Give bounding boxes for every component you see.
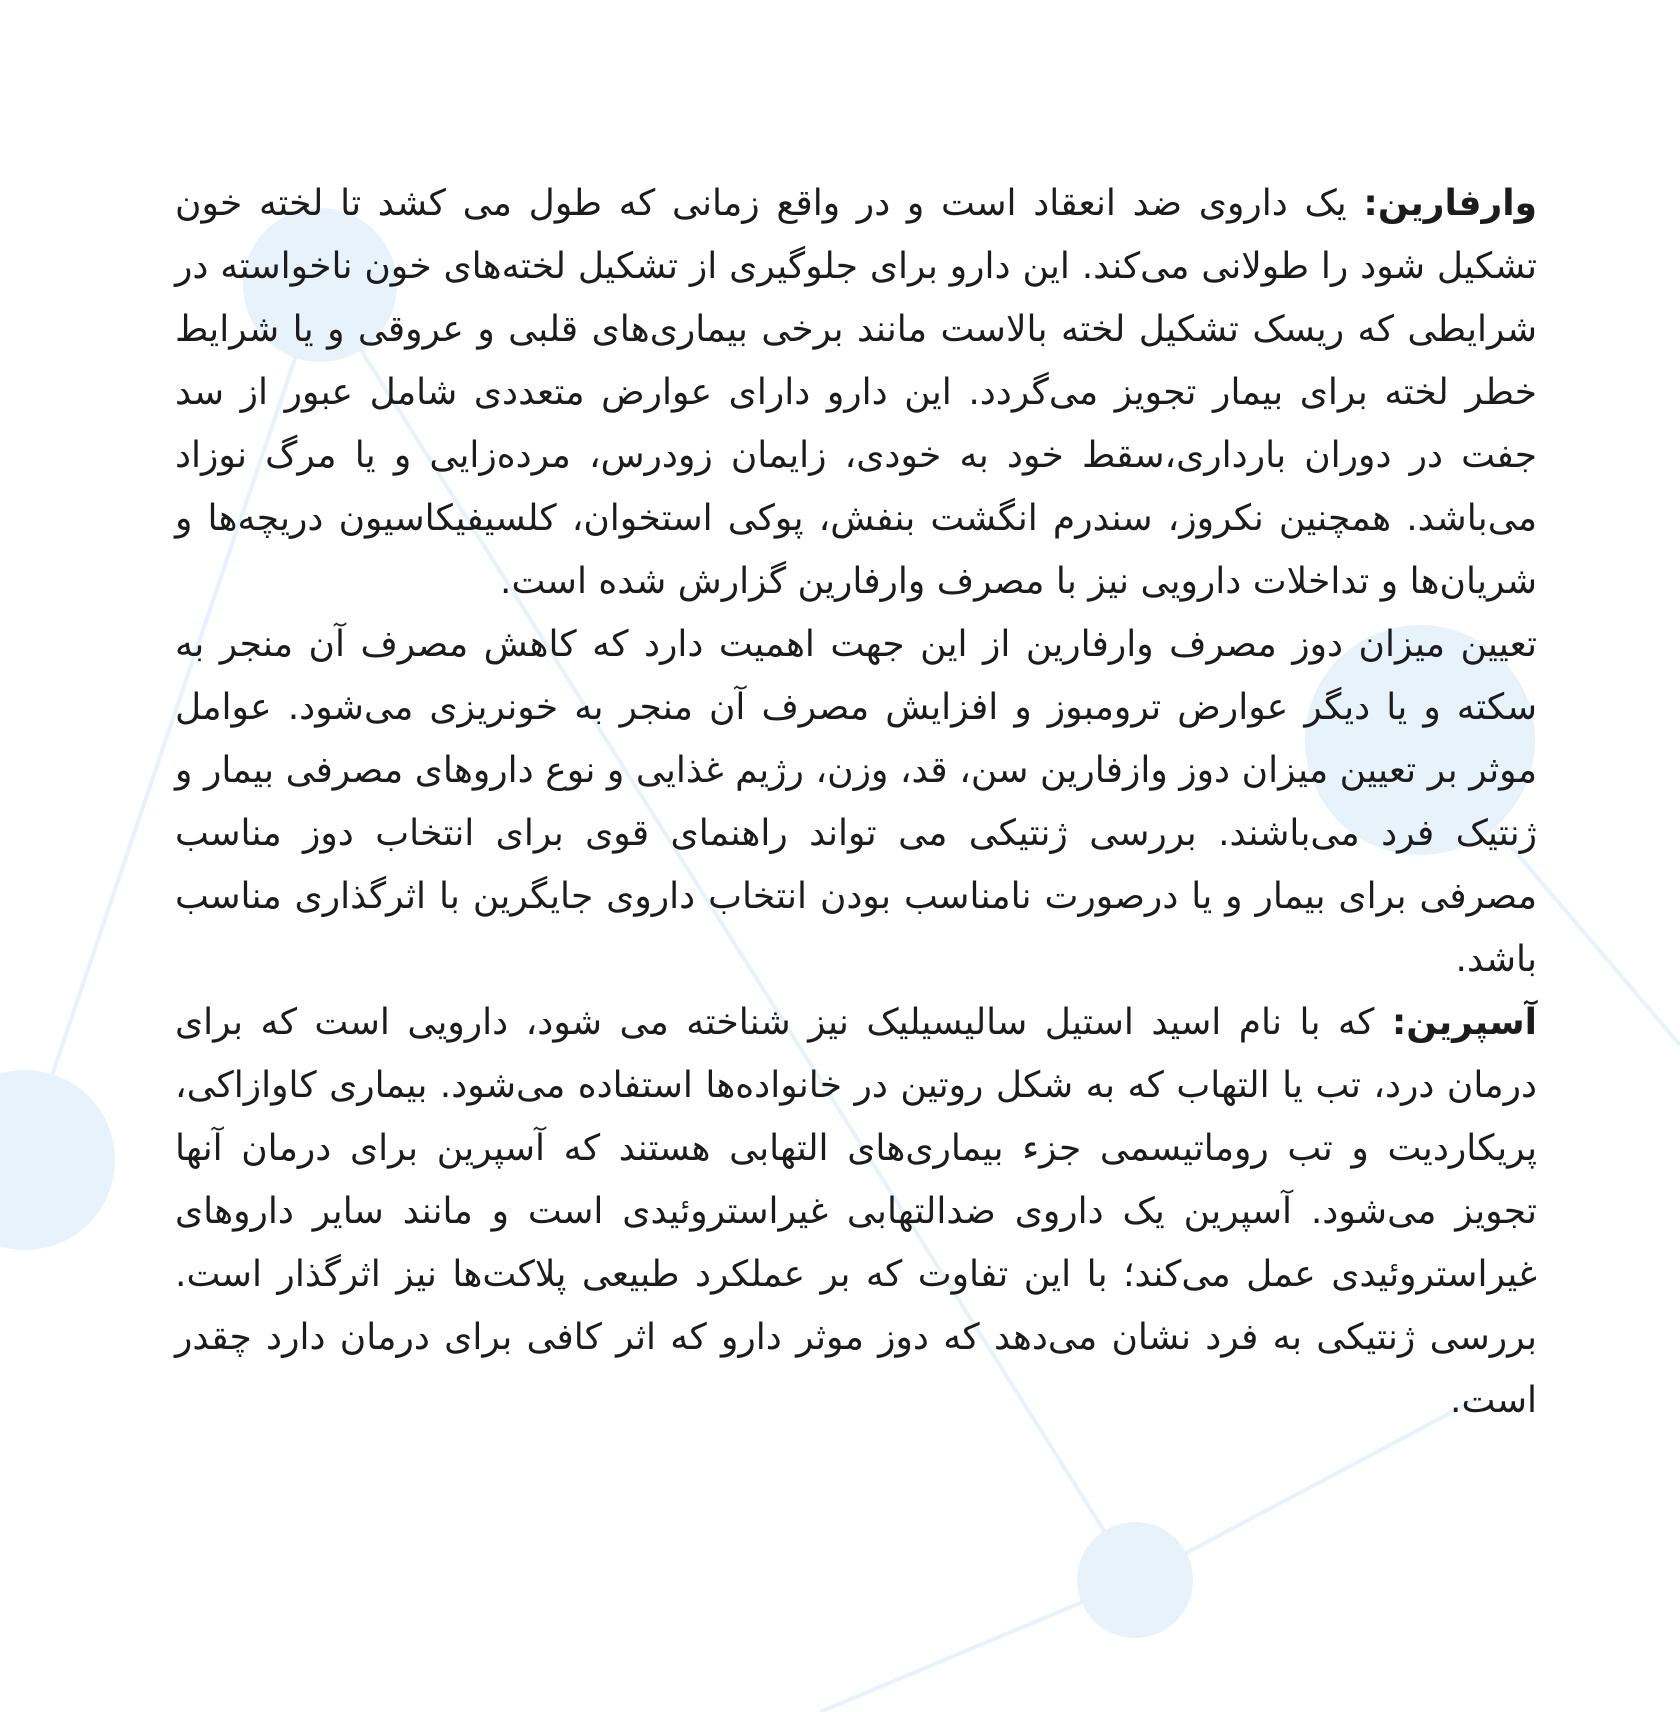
article-body <box>175 172 1537 1432</box>
paragraph-text: تعیین میزان دوز مصرف وارفارین از این جهت اهمیت دارد که کاهش مصرف آن منجر به سکته و یا دیگر عوارض ترومبوز و افزایش مصرف آن منجر به خونریزی می‌شود. عوامل موثر بر تعیین میزان دوز وازفارین سن، قد، وزن، رژیم غذایی و نوع داروهای مصرفی بیمار و ژنتیک فرد می‌باشند. بررسی ژنتیکی می تواند راهنمای قوی برای انتخاب دوز مناسب مصرفی برای بیمار و یا درصورت نامناسب بودن انتخاب داروی جایگرین با اثرگذاری مناسب باشد. <box>175 624 1537 980</box>
term-warfarin: وارفارین: <box>1363 183 1537 224</box>
paragraph-warfarin <box>175 172 1537 613</box>
term-aspirin: آسپرین: <box>1391 1002 1537 1043</box>
paragraph-text: که با نام اسید استیل سالیسیلیک نیز شناخته می شود، دارویی است که برای درمان درد، تب یا التهاب که به شکل روتین در خانواده‌ها استفاده می‌شود. بیماری کاوازاکی، پریکاردیت و تب روماتیسمی جزء بیماری‌های التهابی هستند که آسپرین برای درمان آنها تجویز می‌شود. آسپرین یک داروی ضدالتهابی غیراستروئیدی است و مانند سایر داروهای غیراستروئیدی عمل می‌کند؛ با این تفاوت که بر عملکرد طبیعی پلاکت‌ها نیز اثرگذار است. بررسی ژنتیکی به فرد نشان می‌دهد که دوز موثر دارو که اثر کافی برای درمان دارد چقدر است. <box>175 1002 1537 1421</box>
paragraph-aspirin <box>175 991 1537 1432</box>
paragraph-text: یک داروی ضد انعقاد است و در واقع زمانی که طول می کشد تا لخته خون تشکیل شود را طولانی می‌کند. این دارو برای جلوگیری از تشکیل لخته‌های خون ناخواسته در شرایطی که ریسک تشکیل لخته بالاست مانند برخی بیماری‌های قلبی و عروقی و یا شرایط خطر لخته برای بیمار تجویز می‌گردد. این دارو دارای عوارض متعددی شامل عبور از سد جفت در دوران بارداری،سقط خود به خودی، زایمان زودرس، مرده‌زایی و یا مرگ نوزاد می‌باشد. همچنین نکروز، سندرم انگشت بنفش، پوکی استخوان، کلسیفیکاسیون دریچه‌ها و شریان‌ها و تداخلات دارویی نیز با مصرف وارفارین گزارش شده است. <box>175 183 1537 602</box>
network-node <box>0 1070 115 1250</box>
paragraph-warfarin-dose <box>175 613 1537 991</box>
network-node <box>1077 1522 1193 1638</box>
